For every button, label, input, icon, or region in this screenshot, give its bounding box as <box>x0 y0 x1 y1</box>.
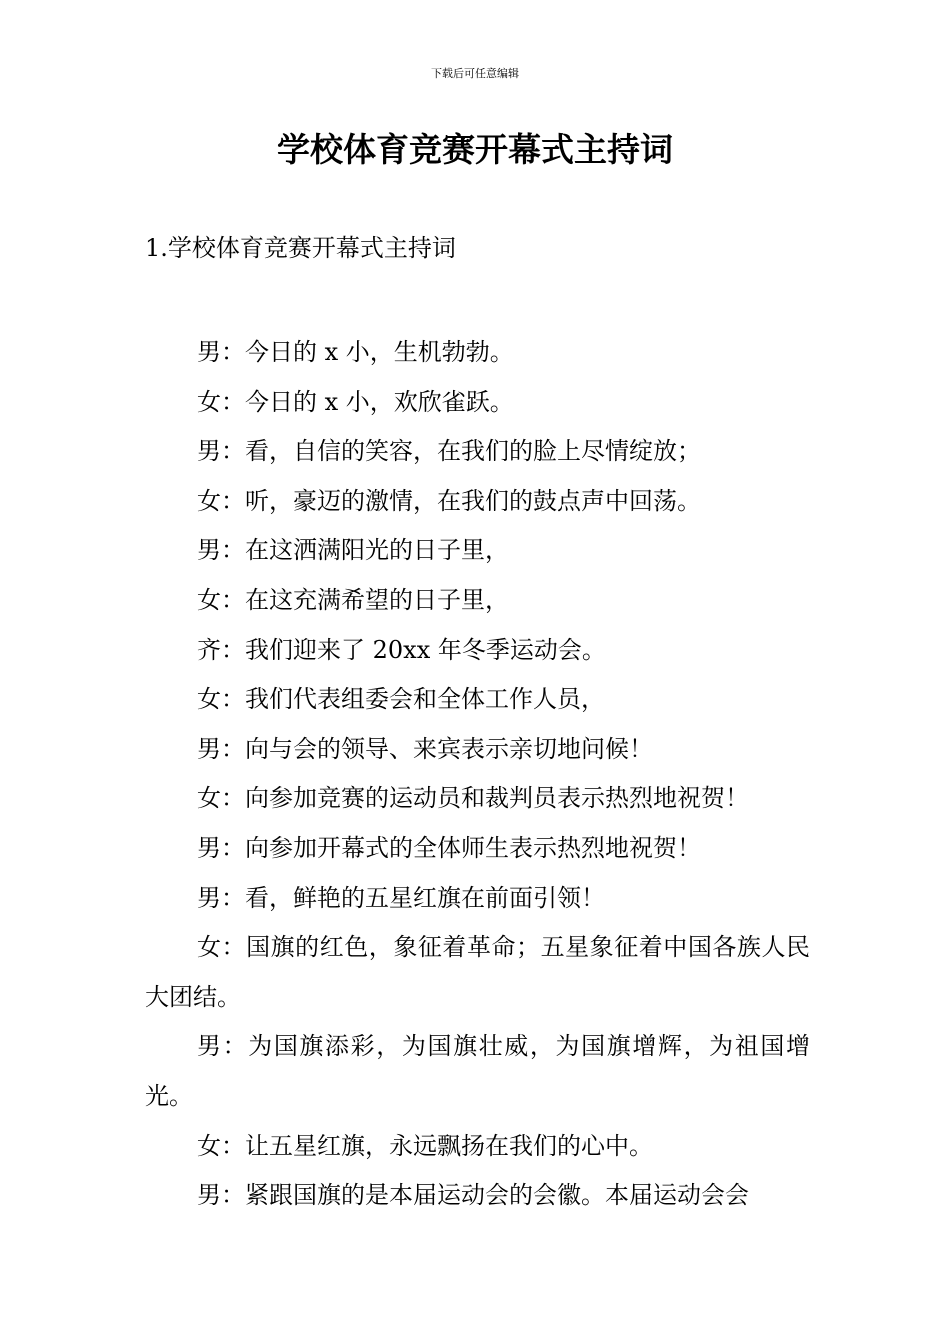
dialogue-line: 男：向与会的领导、来宾表示亲切地问候！ <box>197 734 653 763</box>
section-heading: 1.学校体育竞赛开幕式主持词 <box>145 234 456 262</box>
document-body <box>145 328 810 1221</box>
dialogue-line: 男：今日的 x 小，生机勃勃。 <box>197 338 514 366</box>
dialogue-line: 男：看，鲜艳的五星红旗在前面引领！ <box>197 883 605 912</box>
dialogue-line: 女：让五星红旗，永远飘扬在我们的心中。 <box>197 1131 653 1160</box>
dialogue-line: 女：今日的 x 小，欢欣雀跃。 <box>197 387 514 416</box>
dialogue-line: 女：在这充满希望的日子里， <box>197 585 509 614</box>
dialogue-line: 男：在这洒满阳光的日子里， <box>197 536 509 565</box>
document-title: 学校体育竞赛开幕式主持词 <box>277 130 673 169</box>
dialogue-line: 男：向参加开幕式的全体师生表示热烈地祝贺！ <box>197 833 701 862</box>
dialogue-line: 齐：我们迎来了 20xx 年冬季运动会。 <box>197 635 606 664</box>
dialogue-line: 男：为国旗添彩，为国旗壮威，为国旗增辉，为祖国增光。 <box>145 1032 810 1110</box>
dialogue-line: 女：向参加竞赛的运动员和裁判员表示热烈地祝贺！ <box>197 784 749 813</box>
dialogue-line: 男：紧跟国旗的是本届运动会的会徽。本届运动会会 <box>197 1181 749 1210</box>
dialogue-line: 女：国旗的红色，象征着革命；五星象征着中国各族人民大团结。 <box>145 933 810 1011</box>
dialogue-line: 女：我们代表组委会和全体工作人员， <box>197 685 605 714</box>
dialogue-line: 女：听，豪迈的激情，在我们的鼓点声中回荡。 <box>197 486 701 515</box>
header-note: 下载后可任意编辑 <box>431 67 519 80</box>
dialogue-line: 男：看，自信的笑容，在我们的脸上尽情绽放； <box>197 437 701 466</box>
